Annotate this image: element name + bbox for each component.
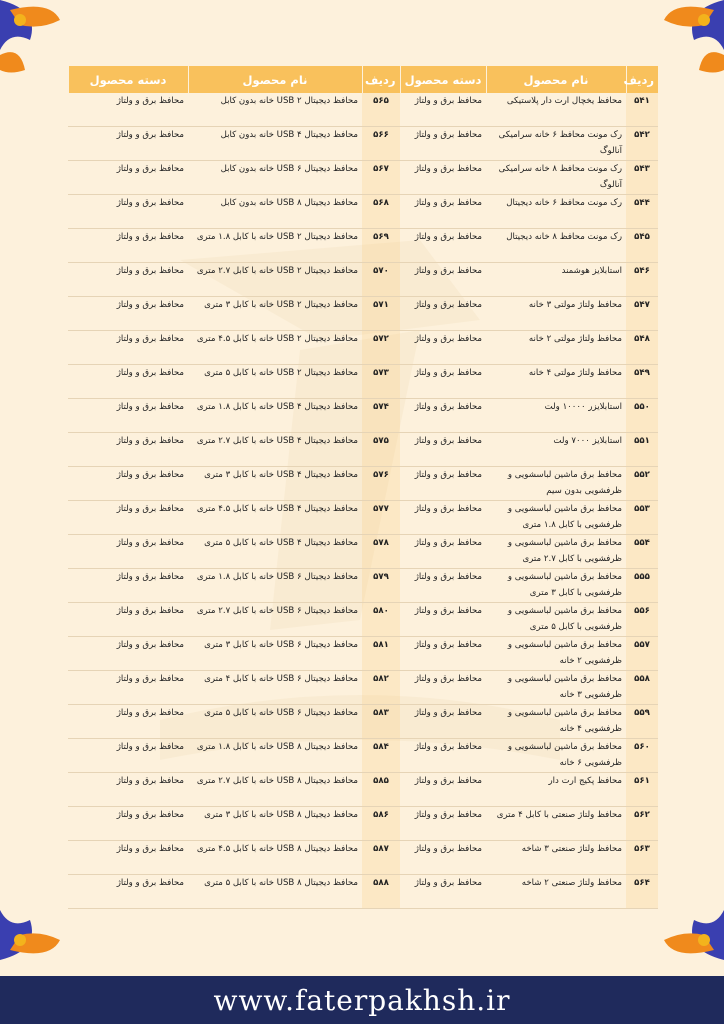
product-category: محافظ برق و ولتاژ [68,739,188,773]
product-name: رک مونت محافظ ۶ خانه دیجیتال [486,195,626,229]
table-row [68,705,658,739]
product-name: محافظ دیجیتال USB ۶ خانه با کابل ۴ متری [188,671,362,705]
product-category: محافظ برق و ولتاژ [400,773,486,807]
product-name: محافظ دیجیتال USB ۶ خانه با کابل ۲.۷ متری [188,603,362,637]
table-header-row [68,66,658,93]
product-category: محافظ برق و ولتاژ [68,773,188,807]
product-category: محافظ برق و ولتاژ [400,161,486,195]
product-name: محافظ دیجیتال USB ۶ خانه با کابل ۳ متری [188,637,362,671]
table-row [68,739,658,773]
row-number: ۵۷۰ [362,263,400,297]
table-body [68,93,658,909]
product-name: رک مونت محافظ ۸ خانه دیجیتال [486,229,626,263]
product-name: محافظ برق ماشین لباسشویی و ظرفشویی با کابل ۵ متری [486,603,626,637]
row-number: ۵۷۳ [362,365,400,399]
product-name: محافظ دیجیتال USB ۸ خانه با کابل ۵ متری [188,875,362,909]
product-name: محافظ دیجیتال USB ۲ خانه با کابل ۱.۸ متری [188,229,362,263]
row-number: ۵۸۵ [362,773,400,807]
row-number: ۵۶۴ [626,875,658,909]
product-category: محافظ برق و ولتاژ [400,433,486,467]
product-category: محافظ برق و ولتاژ [400,603,486,637]
product-category: محافظ برق و ولتاژ [400,841,486,875]
row-number: ۵۶۷ [362,161,400,195]
product-name: محافظ دیجیتال USB ۴ خانه بدون کابل [188,127,362,161]
product-category: محافظ برق و ولتاژ [68,433,188,467]
row-number: ۵۶۶ [362,127,400,161]
product-name: محافظ ولتاژ صنعتی ۳ شاخه [486,841,626,875]
price-table-container [68,66,658,906]
product-category: محافظ برق و ولتاژ [68,671,188,705]
product-name: محافظ برق ماشین لباسشویی و ظرفشویی بدون سیم [486,467,626,501]
row-number: ۵۵۹ [626,705,658,739]
product-category: محافظ برق و ولتاژ [68,161,188,195]
product-category: محافظ برق و ولتاژ [400,127,486,161]
header-product-name-2: نام محصول [188,66,362,93]
product-category: محافظ برق و ولتاژ [400,705,486,739]
product-name: محافظ دیجیتال USB ۲ خانه بدون کابل [188,93,362,127]
row-number: ۵۴۶ [626,263,658,297]
product-category: محافظ برق و ولتاژ [68,875,188,909]
product-name: محافظ دیجیتال USB ۶ خانه با کابل ۵ متری [188,705,362,739]
product-category: محافظ برق و ولتاژ [68,501,188,535]
product-name: استابلایزر ۱۰۰۰۰ ولت [486,399,626,433]
row-number: ۵۶۲ [626,807,658,841]
product-category: محافظ برق و ولتاژ [68,637,188,671]
product-category: محافظ برق و ولتاژ [68,365,188,399]
product-name: محافظ دیجیتال USB ۶ خانه با کابل ۱.۸ متری [188,569,362,603]
product-name: محافظ دیجیتال USB ۸ خانه با کابل ۴.۵ متری [188,841,362,875]
row-number: ۵۴۲ [626,127,658,161]
product-category: محافظ برق و ولتاژ [68,535,188,569]
product-name: محافظ دیجیتال USB ۲ خانه با کابل ۵ متری [188,365,362,399]
product-category: محافظ برق و ولتاژ [400,229,486,263]
row-number: ۵۴۷ [626,297,658,331]
row-number: ۵۶۸ [362,195,400,229]
product-name: محافظ ولتاژ صنعتی با کابل ۴ متری [486,807,626,841]
product-category: محافظ برق و ولتاژ [68,807,188,841]
row-number: ۵۶۹ [362,229,400,263]
product-name: محافظ ولتاژ مولتی ۴ خانه [486,365,626,399]
product-category: محافظ برق و ولتاژ [400,875,486,909]
product-name: استابلایز ۷۰۰۰ ولت [486,433,626,467]
table-row [68,535,658,569]
product-category: محافظ برق و ولتاژ [68,841,188,875]
product-category: محافظ برق و ولتاژ [400,365,486,399]
row-number: ۵۷۱ [362,297,400,331]
product-category: محافظ برق و ولتاژ [400,807,486,841]
table-row [68,195,658,229]
row-number: ۵۷۴ [362,399,400,433]
product-name: محافظ دیجیتال USB ۶ خانه بدون کابل [188,161,362,195]
product-category: محافظ برق و ولتاژ [68,399,188,433]
table-row [68,671,658,705]
table-row [68,807,658,841]
row-number: ۵۵۷ [626,637,658,671]
header-product-category-2: دسته محصول [68,66,188,93]
product-category: محافظ برق و ولتاژ [400,399,486,433]
table-row [68,127,658,161]
product-category: محافظ برق و ولتاژ [68,705,188,739]
product-category: محافظ برق و ولتاژ [68,127,188,161]
row-number: ۵۸۸ [362,875,400,909]
footer-bar [0,976,724,1024]
product-name: محافظ یخچال ارت دار پلاستیکی [486,93,626,127]
row-number: ۵۷۸ [362,535,400,569]
header-row-number: ردیف [626,66,658,93]
row-number: ۵۴۴ [626,195,658,229]
table-row [68,297,658,331]
product-name: محافظ دیجیتال USB ۸ خانه بدون کابل [188,195,362,229]
table-row [68,467,658,501]
product-name: محافظ برق ماشین لباسشویی و ظرفشویی ۲ خانه [486,637,626,671]
product-category: محافظ برق و ولتاژ [400,739,486,773]
row-number: ۵۶۳ [626,841,658,875]
product-name: محافظ دیجیتال USB ۸ خانه با کابل ۲.۷ متری [188,773,362,807]
product-category: محافظ برق و ولتاژ [400,195,486,229]
row-number: ۵۴۹ [626,365,658,399]
table-row [68,841,658,875]
product-category: محافظ برق و ولتاژ [400,93,486,127]
product-category: محافظ برق و ولتاژ [68,195,188,229]
product-name: محافظ دیجیتال USB ۲ خانه با کابل ۴.۵ متری [188,331,362,365]
table-row [68,161,658,195]
row-number: ۵۵۴ [626,535,658,569]
product-name: محافظ ولتاژ مولتی ۲ خانه [486,331,626,365]
row-number: ۵۵۵ [626,569,658,603]
product-category: محافظ برق و ولتاژ [400,297,486,331]
table-row [68,501,658,535]
row-number: ۵۵۲ [626,467,658,501]
product-category: محافظ برق و ولتاژ [400,569,486,603]
row-number: ۵۷۹ [362,569,400,603]
product-name: رک مونت محافظ ۸ خانه سرامیکی آنالوگ [486,161,626,195]
product-name: محافظ برق ماشین لباسشویی و ظرفشویی با کابل ۱.۸ متری [486,501,626,535]
table-row [68,569,658,603]
row-number: ۵۸۴ [362,739,400,773]
product-category: محافظ برق و ولتاژ [400,331,486,365]
table-row [68,229,658,263]
table-row [68,331,658,365]
product-name: محافظ دیجیتال USB ۴ خانه با کابل ۳ متری [188,467,362,501]
product-category: محافظ برق و ولتاژ [400,263,486,297]
product-name: محافظ دیجیتال USB ۲ خانه با کابل ۲.۷ متری [188,263,362,297]
product-name: محافظ دیجیتال USB ۸ خانه با کابل ۳ متری [188,807,362,841]
product-category: محافظ برق و ولتاژ [400,637,486,671]
table-row [68,637,658,671]
row-number: ۵۷۶ [362,467,400,501]
row-number: ۵۸۷ [362,841,400,875]
row-number: ۵۸۱ [362,637,400,671]
table-row [68,773,658,807]
row-number: ۵۸۰ [362,603,400,637]
table-row [68,603,658,637]
row-number: ۵۵۳ [626,501,658,535]
product-category: محافظ برق و ولتاژ [400,467,486,501]
row-number: ۵۵۶ [626,603,658,637]
row-number: ۵۵۱ [626,433,658,467]
product-name: محافظ دیجیتال USB ۴ خانه با کابل ۱.۸ متری [188,399,362,433]
product-category: محافظ برق و ولتاژ [68,93,188,127]
header-product-name: نام محصول [486,66,626,93]
product-name: محافظ دیجیتال USB ۴ خانه با کابل ۴.۵ متری [188,501,362,535]
website-url[interactable]: www.faterpakhsh.ir [213,983,511,1017]
product-category: محافظ برق و ولتاژ [68,569,188,603]
product-category: محافظ برق و ولتاژ [400,501,486,535]
product-name: محافظ برق ماشین لباسشویی و ظرفشویی با کابل ۳ متری [486,569,626,603]
product-name: محافظ دیجیتال USB ۴ خانه با کابل ۲.۷ متری [188,433,362,467]
product-name: محافظ ولتاژ صنعتی ۲ شاخه [486,875,626,909]
row-number: ۵۵۸ [626,671,658,705]
product-name: محافظ برق ماشین لباسشویی و ظرفشویی ۴ خانه [486,705,626,739]
row-number: ۵۶۰ [626,739,658,773]
table-row [68,399,658,433]
header-product-category: دسته محصول [400,66,486,93]
product-name: محافظ پکیج ارت دار [486,773,626,807]
table-row [68,433,658,467]
product-category: محافظ برق و ولتاژ [68,467,188,501]
row-number: ۵۶۱ [626,773,658,807]
row-number: ۵۴۸ [626,331,658,365]
row-number: ۵۴۱ [626,93,658,127]
product-name: محافظ برق ماشین لباسشویی و ظرفشویی ۳ خانه [486,671,626,705]
product-category: محافظ برق و ولتاژ [400,671,486,705]
product-category: محافظ برق و ولتاژ [68,263,188,297]
product-table [68,66,659,909]
product-name: محافظ برق ماشین لباسشویی و ظرفشویی ۶ خانه [486,739,626,773]
row-number: ۵۵۰ [626,399,658,433]
table-row [68,263,658,297]
header-row-number-2: ردیف [362,66,400,93]
product-category: محافظ برق و ولتاژ [68,297,188,331]
product-name: رک مونت محافظ ۶ خانه سرامیکی آنالوگ [486,127,626,161]
product-name: محافظ دیجیتال USB ۲ خانه با کابل ۳ متری [188,297,362,331]
row-number: ۵۷۷ [362,501,400,535]
product-name: محافظ دیجیتال USB ۸ خانه با کابل ۱.۸ متری [188,739,362,773]
row-number: ۵۷۵ [362,433,400,467]
product-name: محافظ دیجیتال USB ۴ خانه با کابل ۵ متری [188,535,362,569]
row-number: ۵۷۲ [362,331,400,365]
row-number: ۵۸۶ [362,807,400,841]
product-category: محافظ برق و ولتاژ [68,603,188,637]
row-number: ۵۸۲ [362,671,400,705]
row-number: ۵۴۳ [626,161,658,195]
product-category: محافظ برق و ولتاژ [400,535,486,569]
table-row [68,875,658,909]
product-category: محافظ برق و ولتاژ [68,229,188,263]
product-name: محافظ برق ماشین لباسشویی و ظرفشویی با کابل ۲.۷ متری [486,535,626,569]
row-number: ۵۶۵ [362,93,400,127]
product-name: استابلایز هوشمند [486,263,626,297]
row-number: ۵۸۳ [362,705,400,739]
table-row [68,365,658,399]
row-number: ۵۴۵ [626,229,658,263]
table-row [68,93,658,127]
product-name: محافظ ولتاژ مولتی ۳ خانه [486,297,626,331]
product-category: محافظ برق و ولتاژ [68,331,188,365]
